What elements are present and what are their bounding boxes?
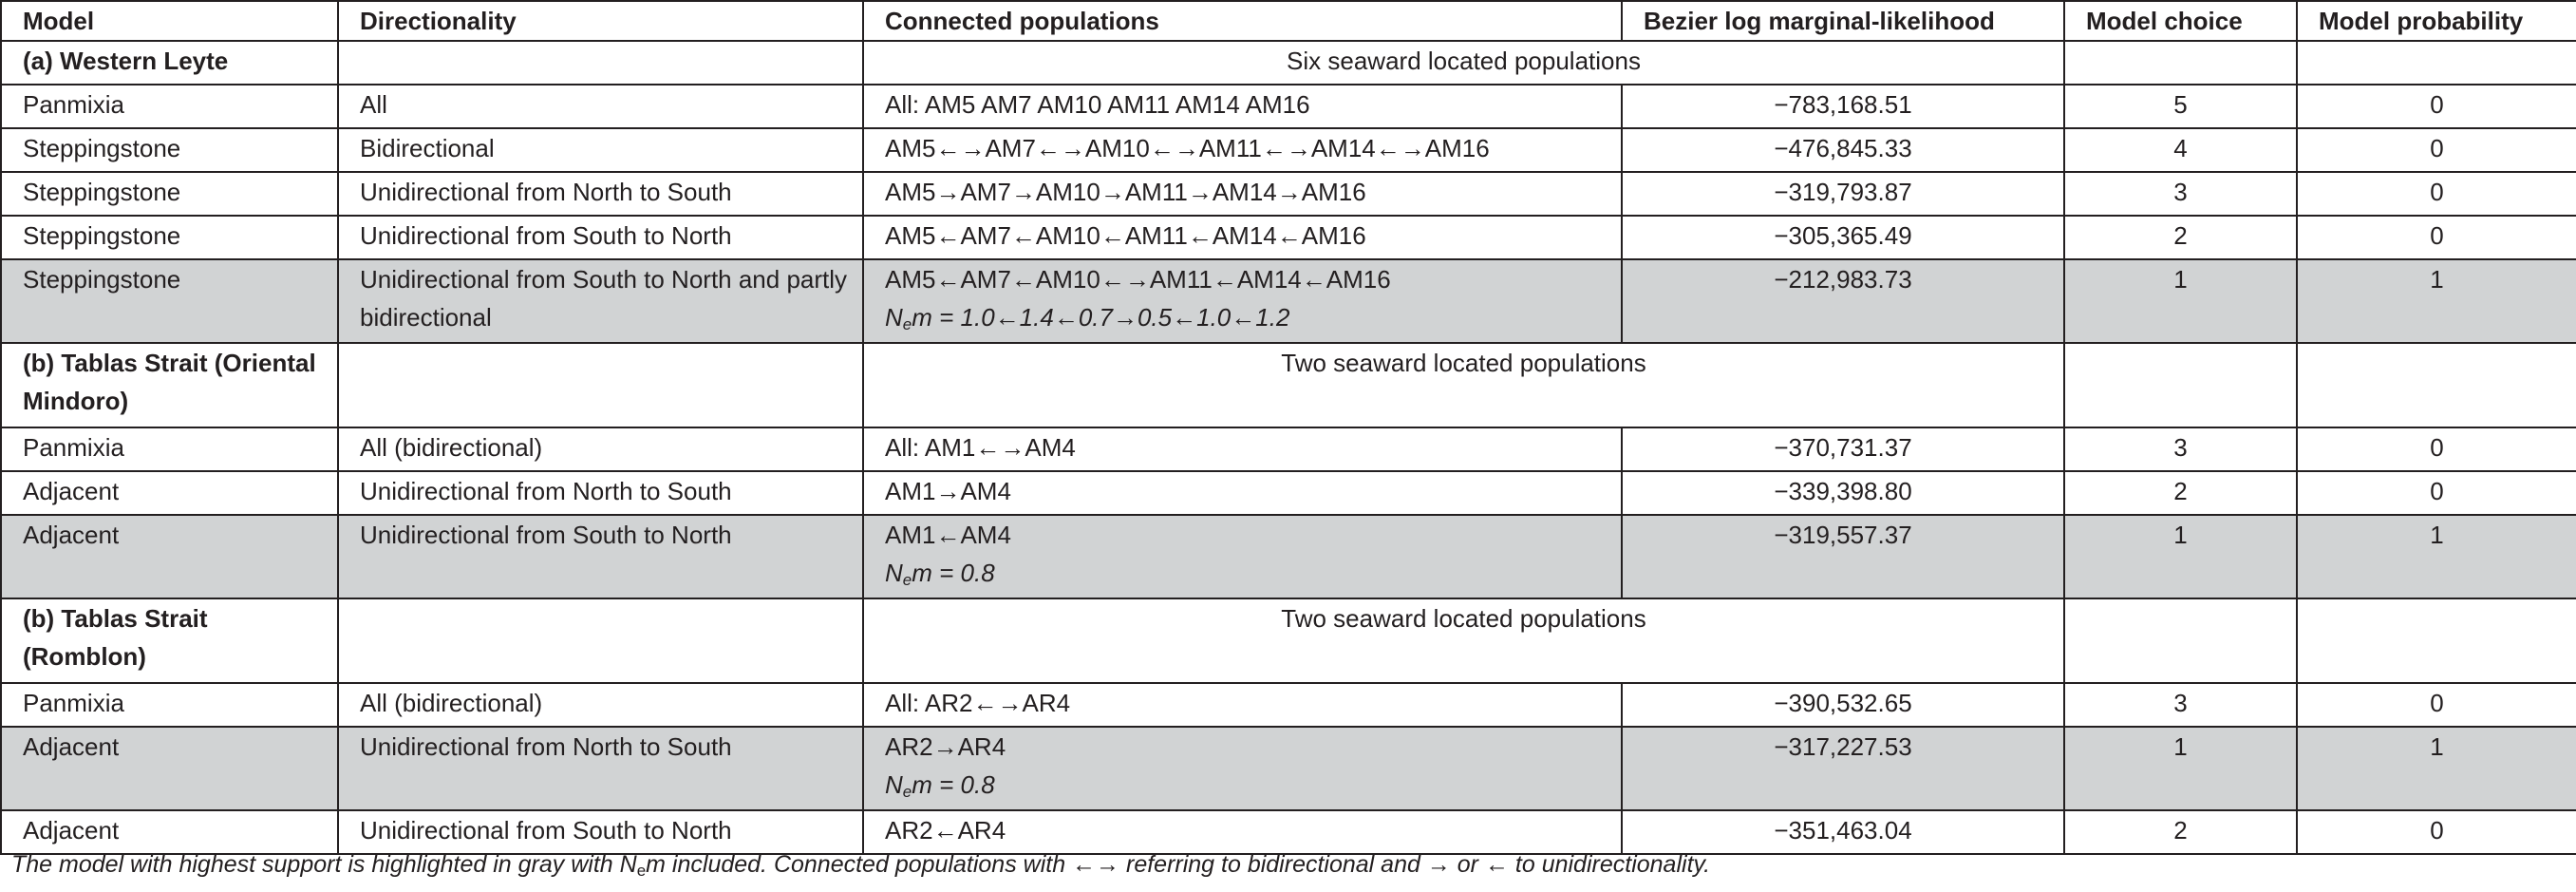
connected-cell: All: AR2←→AR4 [863,683,1622,727]
empty-cell [338,343,863,427]
bezier-cell: −339,398.80 [1622,471,2064,515]
section-note: Two seaward located populations [863,598,2064,683]
table-row [1,471,2576,515]
table-row [1,172,2576,216]
probability-cell: 1 [2297,515,2576,598]
empty-cell [338,598,863,683]
nem-values: $N_em$ = 1.0←1.4←0.7→0.5←1.0←1.2 [885,303,1290,333]
directionality-cell: Unidirectional from North to South [338,727,863,810]
table-row [1,85,2576,128]
connected-cell: AM5→AM7→AM10→AM11→AM14→AM16 [863,172,1622,216]
directionality-cell: Unidirectional from North to South [338,172,863,216]
empty-cell [2297,343,2576,427]
connected-cell [863,259,1622,343]
empty-cell [338,41,863,85]
model-cell: Panmixia [1,427,338,471]
section-row [1,343,2576,427]
bezier-cell: −476,845.33 [1622,128,2064,172]
choice-cell: 1 [2064,515,2297,598]
table-caption: The model with highest support is highlighted in gray with $N_em$ included. Connected populations with ←→ referring to bidirectional and → or ← to unidirectionality. [11,851,1711,880]
bezier-cell: −212,983.73 [1622,259,2064,343]
choice-cell: 2 [2064,810,2297,854]
bezier-cell: −319,557.37 [1622,515,2064,598]
choice-cell: 5 [2064,85,2297,128]
choice-cell: 2 [2064,216,2297,259]
probability-cell: 0 [2297,216,2576,259]
section-title: (a) Western Leyte [1,41,338,85]
section-row [1,598,2576,683]
probability-cell: 1 [2297,727,2576,810]
model-cell: Steppingstone [1,172,338,216]
choice-cell: 1 [2064,727,2297,810]
empty-cell [2297,41,2576,85]
section-note: Six seaward located populations [863,41,2064,85]
directionality-cell: Unidirectional from South to North and partly bidirectional [338,259,863,343]
connected-cell [863,515,1622,598]
header-connected-populations: Connected populations [863,1,1622,41]
table-row [1,128,2576,172]
header-bezier-likelihood: Bezier log marginal-likelihood [1622,1,2064,41]
section-title: (b) Tablas Strait (Oriental Mindoro) [1,343,338,427]
probability-cell: 0 [2297,471,2576,515]
section-title: (b) Tablas Strait (Romblon) [1,598,338,683]
probability-cell: 1 [2297,259,2576,343]
model-cell: Adjacent [1,810,338,854]
connected-cell: AM5←AM7←AM10←AM11←AM14←AM16 [863,216,1622,259]
bezier-cell: −305,365.49 [1622,216,2064,259]
probability-cell: 0 [2297,810,2576,854]
directionality-cell: All [338,85,863,128]
model-cell: Adjacent [1,471,338,515]
header-directionality: Directionality [338,1,863,41]
choice-cell: 3 [2064,683,2297,727]
directionality-cell: All (bidirectional) [338,427,863,471]
model-cell: Steppingstone [1,259,338,343]
nem-values: $N_em = 0.8$ [885,770,995,801]
directionality-cell: Unidirectional from South to North [338,216,863,259]
directionality-cell: Unidirectional from South to North [338,810,863,854]
nem-values: $N_em = 0.8$ [885,559,995,589]
header-row [1,1,2576,41]
header-model: Model [1,1,338,41]
probability-cell: 0 [2297,85,2576,128]
choice-cell: 2 [2064,471,2297,515]
probability-cell: 0 [2297,683,2576,727]
choice-cell: 3 [2064,427,2297,471]
header-model-choice: Model choice [2064,1,2297,41]
connected-cell [863,727,1622,810]
probability-cell: 0 [2297,427,2576,471]
connected-cell: All: AM1←→AM4 [863,427,1622,471]
model-cell: Panmixia [1,85,338,128]
connected-cell: AM1→AM4 [863,471,1622,515]
directionality-cell: All (bidirectional) [338,683,863,727]
bezier-cell: −783,168.51 [1622,85,2064,128]
connected-cell: AR2←AR4 [863,810,1622,854]
table-row [1,216,2576,259]
model-cell: Adjacent [1,515,338,598]
model-cell: Adjacent [1,727,338,810]
bezier-cell: −351,463.04 [1622,810,2064,854]
choice-cell: 3 [2064,172,2297,216]
model-cell: Steppingstone [1,128,338,172]
directionality-cell: Unidirectional from South to North [338,515,863,598]
bezier-cell: −319,793.87 [1622,172,2064,216]
connected-cell: AM5←→AM7←→AM10←→AM11←→AM14←→AM16 [863,128,1622,172]
connected-cell: All: AM5 AM7 AM10 AM11 AM14 AM16 [863,85,1622,128]
table-row [1,683,2576,727]
section-note: Two seaward located populations [863,343,2064,427]
table-row-highlighted [1,259,2576,343]
empty-cell [2064,598,2297,683]
table-row-highlighted [1,727,2576,810]
section-row [1,41,2576,85]
choice-cell: 4 [2064,128,2297,172]
model-cell: Panmixia [1,683,338,727]
connected-text: AM5←AM7←AM10←→AM11←AM14←AM16 [885,265,1391,294]
directionality-cell: Bidirectional [338,128,863,172]
directionality-cell: Unidirectional from North to South [338,471,863,515]
connected-text: AM1←AM4 [885,521,1011,549]
table-row [1,810,2576,854]
model-cell: Steppingstone [1,216,338,259]
empty-cell [2064,41,2297,85]
empty-cell [2297,598,2576,683]
empty-cell [2064,343,2297,427]
table-row [1,427,2576,471]
table-row-highlighted [1,515,2576,598]
probability-cell: 0 [2297,128,2576,172]
table-body [1,41,2576,854]
bezier-cell: −317,227.53 [1622,727,2064,810]
probability-cell: 0 [2297,172,2576,216]
header-model-probability: Model probability [2297,1,2576,41]
connected-text: AR2→AR4 [885,732,1006,761]
choice-cell: 1 [2064,259,2297,343]
bezier-cell: −390,532.65 [1622,683,2064,727]
bezier-cell: −370,731.37 [1622,427,2064,471]
